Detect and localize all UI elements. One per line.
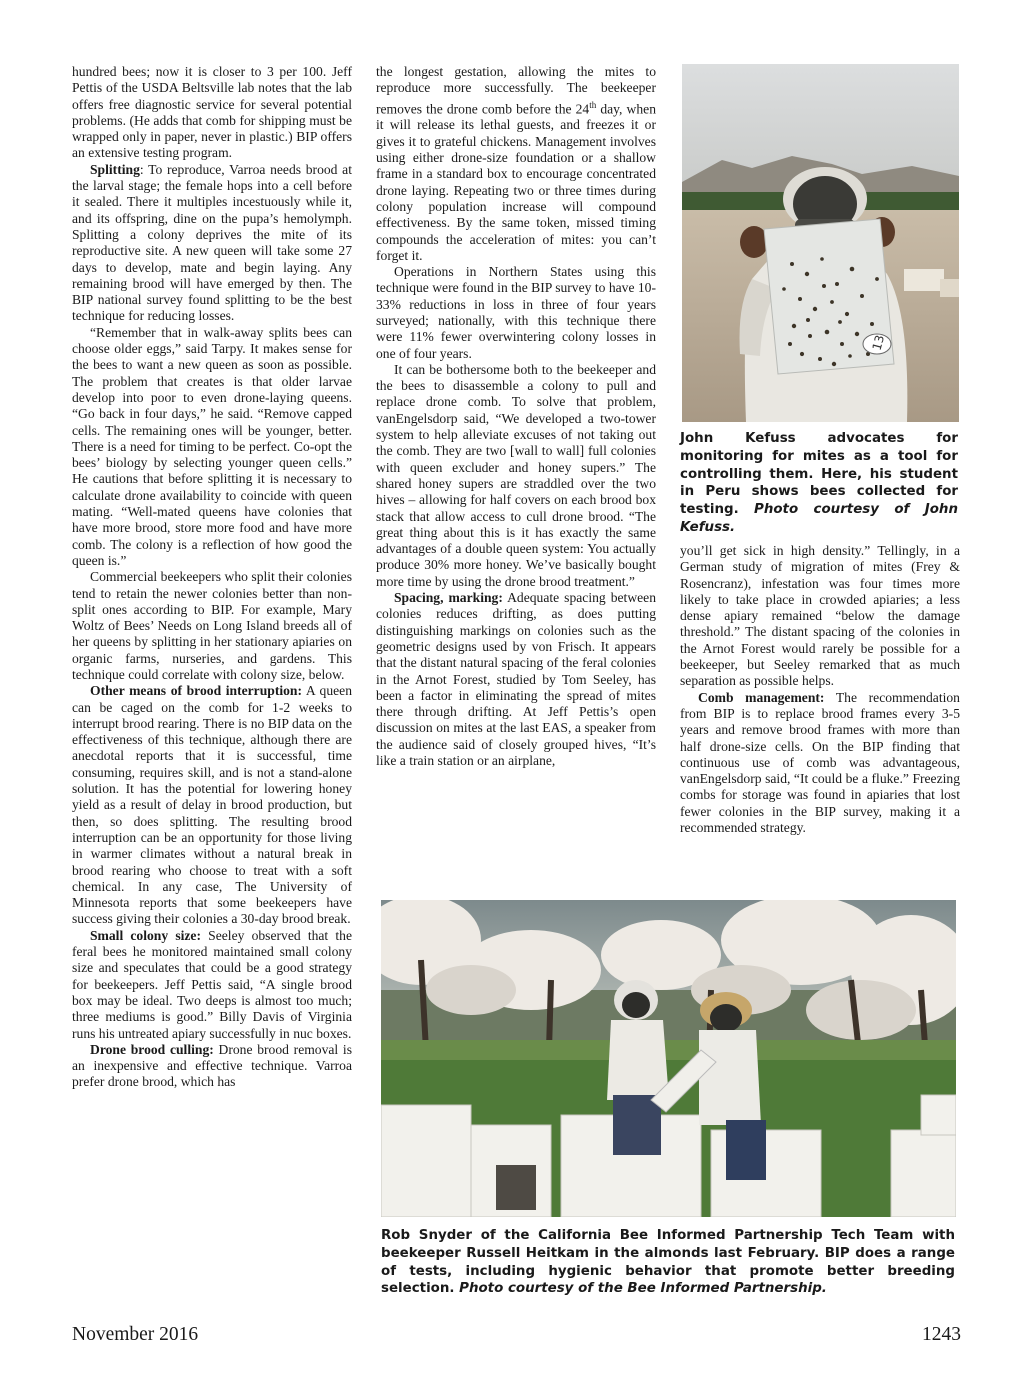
paragraph: Operations in Northern States using this technique were found in the BIP survey to have 10-33% reductions in loss in three of four years surveyed; nationally, with this technique there were 11% fewer overwintering colony losses in one of four years. xyxy=(376,264,656,361)
paragraph: Other means of brood interruption: A queen can be caged on the comb for 1-2 weeks to interrupt brood rearing. There is no BIP data on the effectiveness of this technique, although there are anecdotal reports that it is successful, time consuming, requires skill, and is not a stand-alone solution. It has the potential for lowering honey yield as a result of delay in brood production, but then, so does splitting. The resulting brood interruption can be an opportunity for those living in warmer climates without a natural break in brood rearing who choose to treat with a soft chemical. In any case, The University of Minnesota reports that some beekeepers have success giving their colonies a 30-day brood break. xyxy=(72,683,352,927)
paragraph: Comb management: The recommendation from BIP is to replace brood frames every 3-5 years and remove brood frames with more than half drone-size cells. On the BIP finding that continuous use of comb was advantageous, vanEngelsdorp said, “It could be a fluke.” Freezing combs for storage was found in apiaries that lost fewer colonies in the BIP survey, making it a recommended strategy. xyxy=(680,689,960,836)
section-heading: Splitting xyxy=(90,161,140,177)
photo-illustration xyxy=(682,64,959,422)
paragraph: you’ll get sick in high density.” Tellingly, in a German study of migration of mites (Frey & Rosencranz), infestation was four times more likely to take place in crowded apiaries; a less dense apiary remained “below the damage threshold.” The distant spacing of the colonies in the Arnot Forest would rarely be possible for a beekeeper, but Seeley remarked that as much separation as possible helps. xyxy=(680,543,960,689)
paragraph: It can be bothersome both to the beekeeper and the bees to disassemble a colony to pull and replace drone comb. To solve that problem, vanEngelsdorp said, “We developed a two-tower system to help alleviate excuses of not taking out the comb. They are two [wall to wall] full colonies with queen excluder and honey supers.” The shared honey supers are straddled over the two hives – allowing for half covers on each brood box stack that allow access to cull drone brood. “The great thing about this is it has exactly the same advantages of a double queen system: You actually produce 30% more honey. We’ve basically bought more time by using the drone brood treatment.” xyxy=(376,361,656,589)
section-heading: Spacing, marking: xyxy=(394,590,503,606)
paragraph: Splitting: To reproduce, Varroa needs brood at the larval stage; the female hops into a cell before it sealed. There it multiples incestuously while it, and its offspring, dine on the pupa’s hemolymph. Splitting a colony deprives the mite of its reproductive site. A new queen will take some 27 days to develop, mate and begin laying. Any remaining brood will have emerged by then. The BIP national survey found splitting to be the best technique for reducing losses. xyxy=(72,161,352,324)
superscript: th xyxy=(589,99,597,110)
photo-credit: Photo courtesy of the Bee Informed Partnership. xyxy=(459,1281,827,1297)
section-heading: Drone brood culling: xyxy=(90,1041,214,1057)
paragraph: Commercial beekeepers who split their colonies tend to retain the newer colonies better than non-split ones according to BIP. For example, Mary Woltz of Bees’ Needs on Long Island breeds all of her queens by splitting in her stationary apiaries on organic farms, nurseries, and gardens. This technique could correlate with colony size, below. xyxy=(72,569,352,682)
section-heading: Small colony size: xyxy=(90,927,201,943)
page-number: 1243 xyxy=(922,1324,961,1345)
section-heading: Other means of brood interruption: xyxy=(90,683,303,699)
article-column-1 xyxy=(72,64,352,1091)
paragraph: “Remember that in walk-away splits bees can choose older eggs,” said Tarpy. It makes sense for the bees to want a new queen as soon as possible. The problem that creates is that older larvae develop into poor to even drone-laying queens. “Go back in four days,” he said. “Remove capped cells. The remaining ones will be younger, better. There is a need for timing to be perfect. Co-opt the bees’ biology by selecting younger queen cells.” He cautions that before splitting it is necessary to calculate drone availability to coincide with queen mating. “Well-mated queens have colonies that have more brood, store more food and have more comb. The colony is a reflection of how good the queen is.” xyxy=(72,324,352,568)
photo-kefuss-student xyxy=(682,64,959,422)
section-heading: Comb management: xyxy=(698,689,825,705)
photo-caption-2: Rob Snyder of the California Bee Informed Partnership Tech Team with beekeeper Russell Heitkam in the almonds last February. BIP does a range of tests, including hygienic behavior that promote better breeding selection. Photo courtesy of the Bee Informed Partnership. xyxy=(381,1228,955,1297)
paragraph: Drone brood culling: Drone brood removal is an inexpensive and effective technique. Varroa prefer drone brood, which has xyxy=(72,1041,352,1090)
issue-date: November 2016 xyxy=(72,1324,199,1345)
photo-caption-1: John Kefuss advocates for monitoring for mites as a tool for controlling them. Here, his student in Peru shows bees collected for testing. Photo courtesy of John Kefuss. xyxy=(680,431,958,535)
photo-credit: Photo courtesy of John Kefuss. xyxy=(680,502,958,535)
paragraph: Small colony size: Seeley observed that the feral bees he monitored maintained small colony size and speculates that could be a good strategy for beekeepers. Jeff Pettis said, “A single brood box may be ideal. Two deeps is almost too much; three mediums is good.” Billy Davis of Virginia runs his untreated apiary successfully in nuc boxes. xyxy=(72,927,352,1041)
paragraph: hundred bees; now it is closer to 3 per 100. Jeff Pettis of the USDA Beltsville lab notes that the lab offers free diagnostic service for several potential problems. (He adds that comb for shipping must be wrapped only in paper, never in plastic.) BIP offers an extensive testing program. xyxy=(72,64,352,161)
paragraph: Spacing, marking: Adequate spacing between colonies reduces drifting, as does putting distinguishing markings on colonies such as the geometric designs used by von Frisch. It appears that the distant natural spacing of the feral colonies in the Arnot Forest, studied by Tom Seeley, has been a factor in eliminating the spread of mites there through drifting. At Jeff Pettis’s open discussion on mites at the last EAS, a speaker from the audience said of closely grouped hives, “It’s like a train station or an airplane, xyxy=(376,590,656,768)
article-column-3 xyxy=(680,543,960,836)
paragraph: the longest gestation, allowing the mites to reproduce more successfully. The beekeeper removes the drone comb before the 24th day, when it will release its lethal guests, and freezes it or gives it to grateful chickens. Management involves using either drone-size foundation or a shallow frame in a standard box to encourage concentrated drone laying. Repeating two or three times during colony population increase will compound effectiveness. By the same token, missed timing compounds the acceleration of mites: you can’t forget it. xyxy=(376,64,656,263)
article-column-2 xyxy=(376,64,656,769)
photo-illustration xyxy=(381,900,956,1217)
photo-almond-orchard-beekeepers xyxy=(381,900,956,1217)
bag-label: 13 xyxy=(869,333,888,352)
